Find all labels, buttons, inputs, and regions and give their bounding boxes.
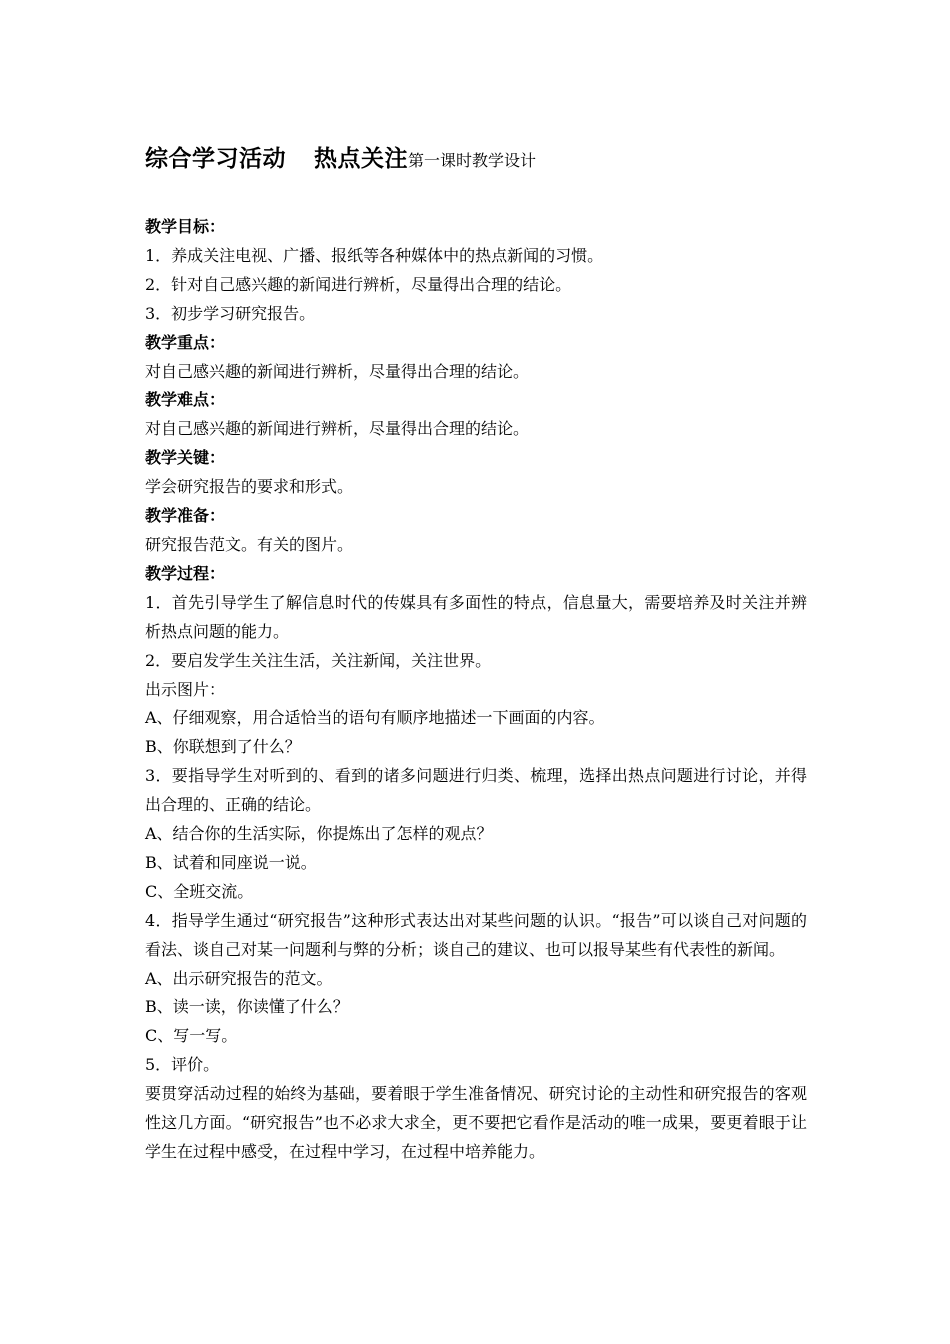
process-paragraph: 2．要启发学生关注生活，关注新闻，关注世界。 xyxy=(145,650,492,670)
process-paragraph: 出示图片： xyxy=(145,679,226,699)
process-paragraph: 要贯穿活动过程的始终为基础，要着眼于学生准备情况、研究讨论的主动性和研究报告的客观性这几方面。“研究报告”也不必求大求全，更不要把它看作是活动的唯一成果，要更着眼于让学生在过程中感受，在过程中学习，在过程中培养能力。 xyxy=(145,1084,807,1161)
title-main-part1: 综合学习活动 xyxy=(145,146,286,172)
title-subtitle: 第一课时教学设计 xyxy=(408,151,537,170)
document-body xyxy=(145,213,807,1167)
process-paragraph: 4．指导学生通过“研究报告”这种形式表达出对某些问题的认识。“报告”可以谈自己对问题的看法、谈自己对某一问题利与弊的分析；谈自己的建议、也可以报导某些有代表性的新闻。 xyxy=(145,910,807,959)
process-paragraph: C、写一写。 xyxy=(145,1026,238,1046)
title-main-part2: 热点关注 xyxy=(314,146,408,172)
process-paragraph: A、仔细观察，用合适恰当的语句有顺序地描述一下画面的内容。 xyxy=(145,708,605,728)
goals-heading: 教学目标： xyxy=(145,217,226,236)
process-paragraph: 1．首先引导学生了解信息时代的传媒具有多面性的特点，信息量大，需要培养及时关注并辨析热点问题的能力。 xyxy=(145,592,807,641)
crux-heading: 教学关键： xyxy=(145,448,226,468)
process-paragraph: 5．评价。 xyxy=(145,1055,220,1075)
process-paragraph: C、全班交流。 xyxy=(145,881,254,901)
difficulty-text: 对自己感兴趣的新闻进行辨析，尽量得出合理的结论。 xyxy=(145,419,530,439)
process-paragraph: B、你联想到了什么？ xyxy=(145,737,301,757)
process-paragraph: A、结合你的生活实际，你提炼出了怎样的观点？ xyxy=(145,824,493,844)
preparation-heading: 教学准备： xyxy=(145,506,226,526)
goal-item: 2．针对自己感兴趣的新闻进行辨析，尽量得出合理的结论。 xyxy=(145,274,572,294)
key-point-text: 对自己感兴趣的新闻进行辨析，尽量得出合理的结论。 xyxy=(145,361,530,381)
process-paragraph: 3．要指导学生对听到的、看到的诸多问题进行归类、梳理，选择出热点问题进行讨论，并得出合理的、正确的结论。 xyxy=(145,766,807,815)
preparation-text: 研究报告范文。有关的图片。 xyxy=(145,534,354,554)
document-title xyxy=(145,140,536,173)
goal-item: 3．初步学习研究报告。 xyxy=(145,303,316,323)
process-paragraph: A、出示研究报告的范文。 xyxy=(145,968,333,988)
process-paragraph: B、试着和同座说一说。 xyxy=(145,852,317,872)
goal-item: 1．养成关注电视、广播、报纸等各种媒体中的热点新闻的习惯。 xyxy=(145,245,604,265)
difficulty-heading: 教学难点： xyxy=(145,390,226,410)
process-paragraph: B、读一读，你读懂了什么？ xyxy=(145,997,349,1017)
process-heading: 教学过程： xyxy=(145,563,226,583)
key-point-heading: 教学重点： xyxy=(145,332,226,352)
crux-text: 学会研究报告的要求和形式。 xyxy=(145,477,354,497)
